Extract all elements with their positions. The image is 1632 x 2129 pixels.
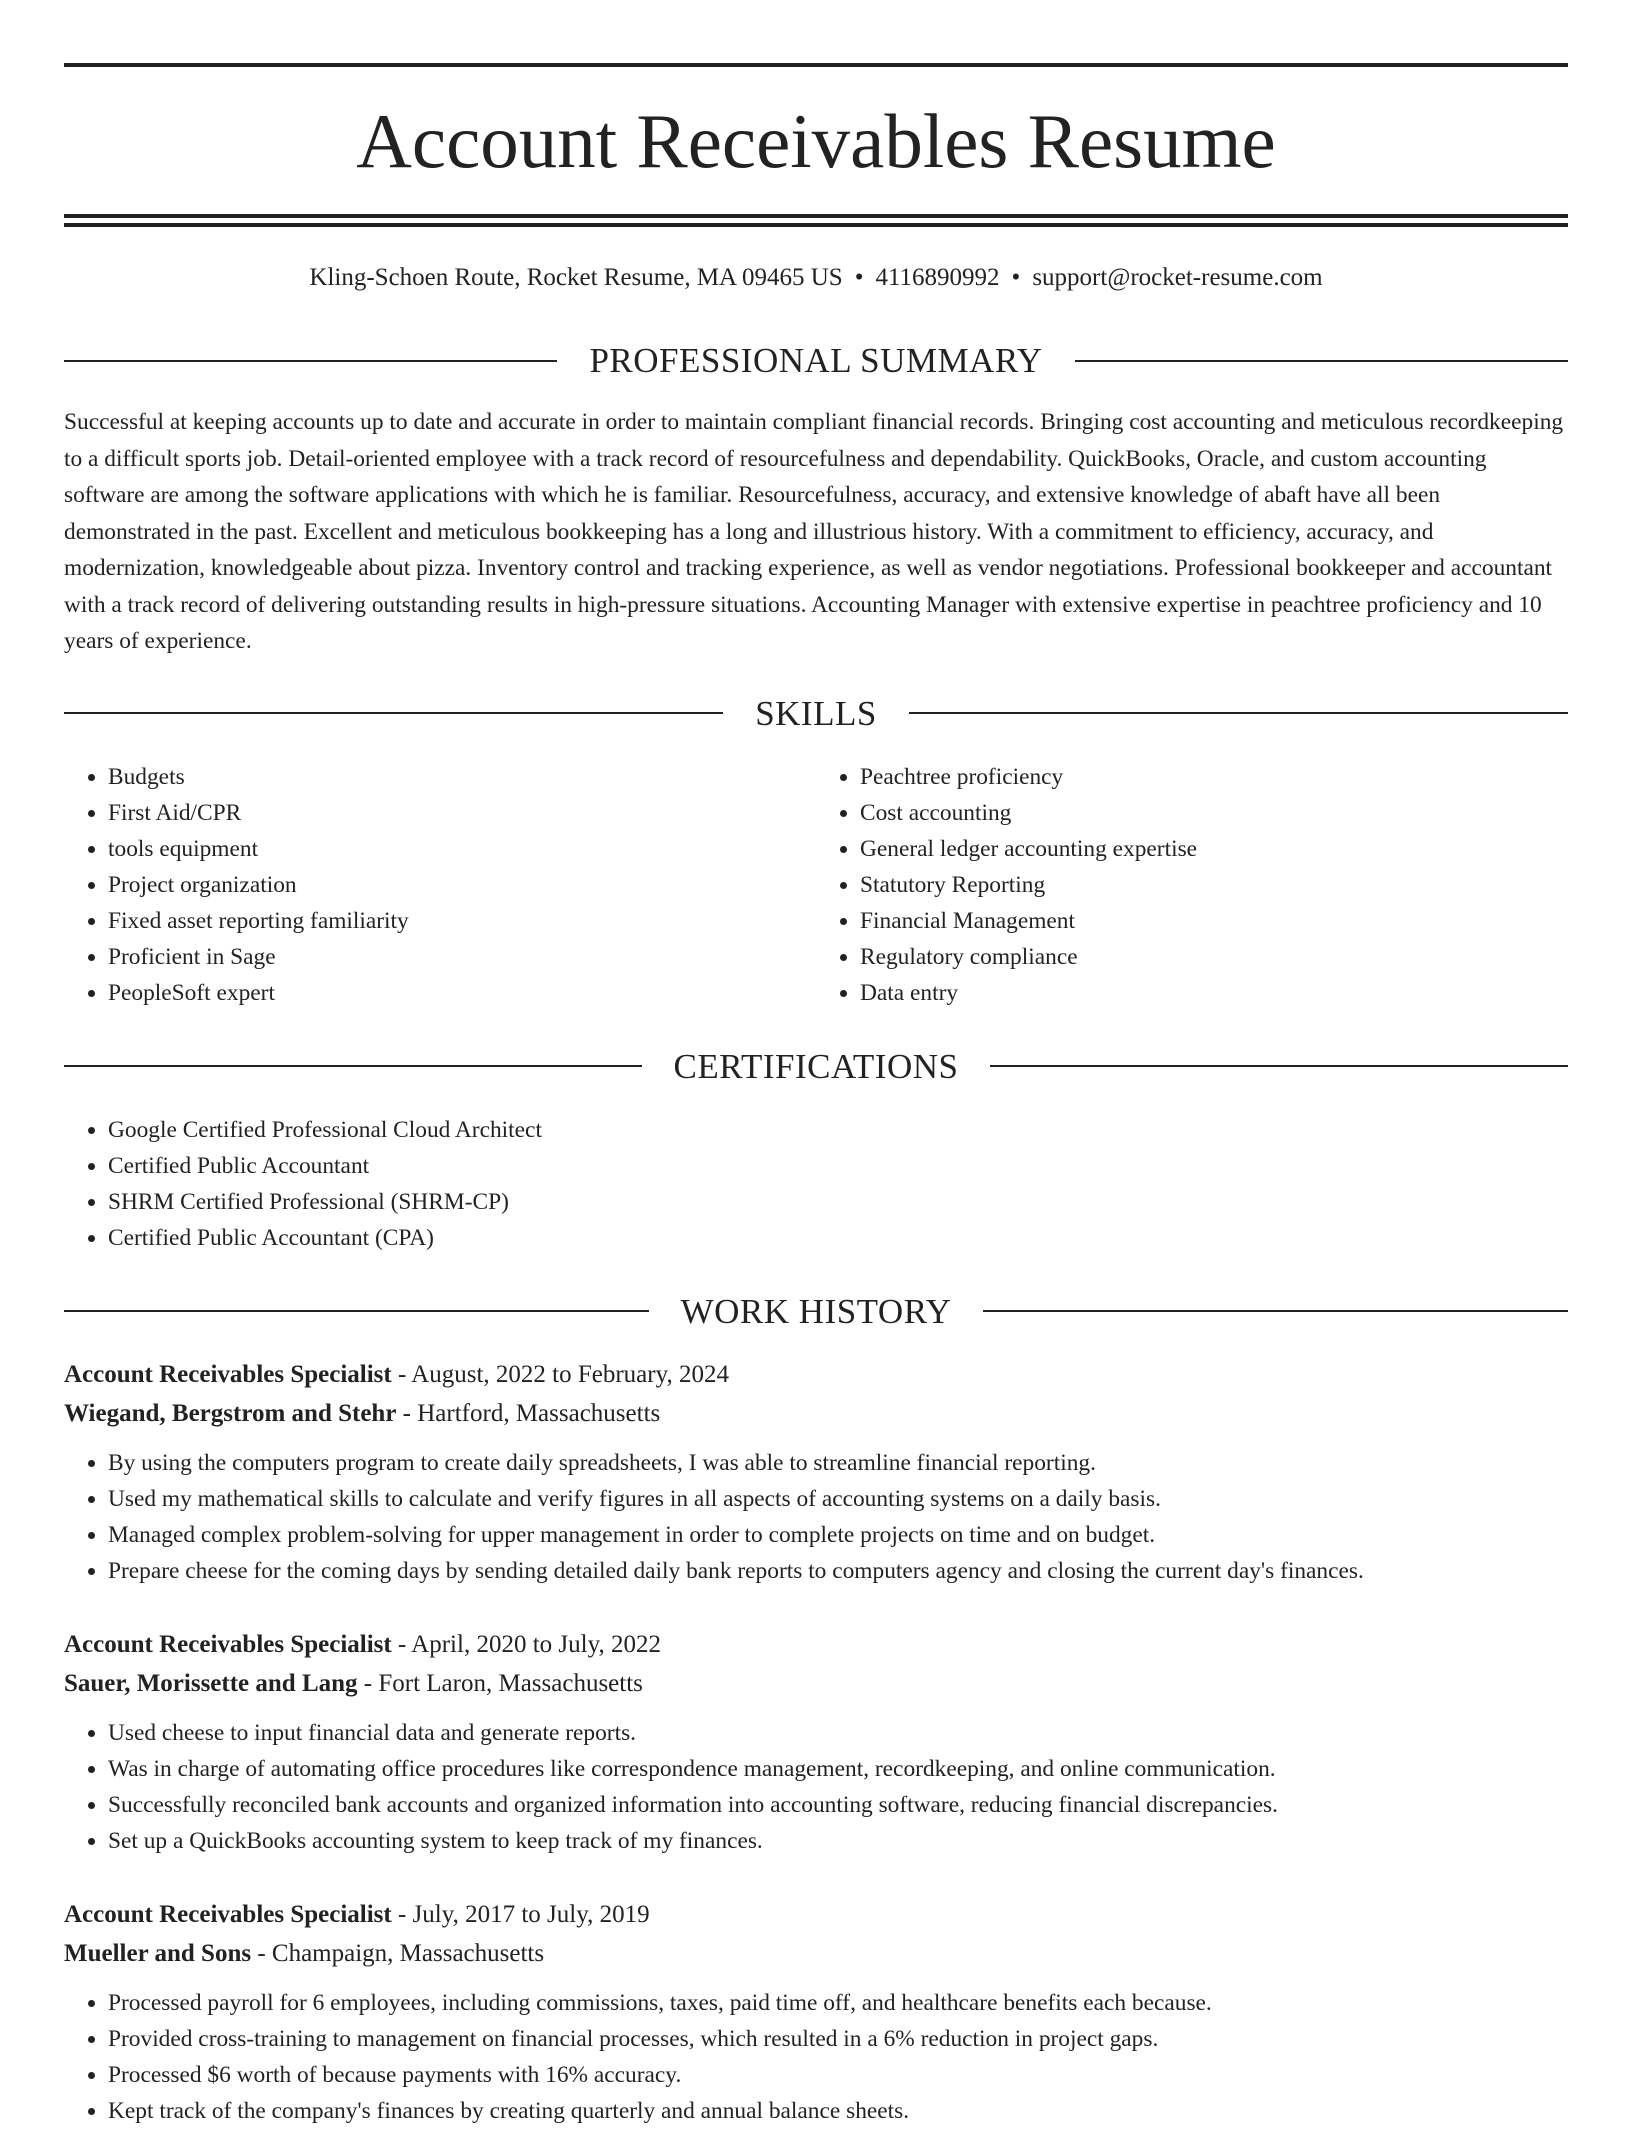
- job-title-line: [64, 1625, 1568, 1664]
- summary-section-header: [64, 343, 1568, 378]
- job-bullets: [64, 1445, 1568, 1589]
- top-rule: [64, 63, 1568, 67]
- job-title-line: [64, 1895, 1568, 1934]
- skills-list-left: [64, 759, 816, 1011]
- skill-item: • Cost accounting: [860, 795, 1568, 831]
- section-divider: [1075, 360, 1568, 362]
- job-company: Wiegand, Bergstrom and Stehr: [64, 1399, 397, 1427]
- skills-columns: [64, 759, 1568, 1011]
- job-bullet: • Kept track of the company's finances by creating quarterly and annual balance sheets.: [108, 2093, 1568, 2129]
- section-divider: [64, 712, 723, 714]
- certification-item: • SHRM Certified Professional (SHRM-CP): [108, 1184, 1568, 1220]
- skill-item: • Peachtree proficiency: [860, 759, 1568, 795]
- skill-item: • Regulatory compliance: [860, 939, 1568, 975]
- job-dates: - July, 2017 to July, 2019: [391, 1900, 650, 1928]
- skill-item: • First Aid/CPR: [108, 795, 816, 831]
- job-dates: - April, 2020 to July, 2022: [391, 1630, 661, 1658]
- work-history-heading: WORK HISTORY: [680, 1291, 952, 1331]
- contact-address: Kling-Schoen Route, Rocket Resume, MA 09465 US: [309, 264, 843, 291]
- job-bullet: • Successfully reconciled bank accounts and organized information into accounting software, reducing financial discrepancies.: [108, 1787, 1568, 1823]
- job-bullet: • Processed $6 worth of because payments with 16% accuracy.: [108, 2057, 1568, 2093]
- section-divider: [64, 360, 557, 362]
- skill-item: • Data entry: [860, 975, 1568, 1011]
- summary-heading: PROFESSIONAL SUMMARY: [589, 341, 1043, 380]
- certification-item: • Google Certified Professional Cloud Architect: [108, 1112, 1568, 1148]
- resume-title: Account Receivables Resume: [356, 98, 1276, 184]
- job-title: Account Receivables Specialist: [64, 1360, 392, 1388]
- job-title: Account Receivables Specialist: [64, 1630, 392, 1658]
- skill-item: • PeopleSoft expert: [108, 975, 816, 1011]
- summary-text: Successful at keeping accounts up to date and accurate in order to maintain compliant financial records. Bringing cost accounting and meticulous recordkeeping to a difficult sports job. Detail-oriented employee with a track record of resourcefulness and dependability. QuickBooks, Oracle, and custom accounting software are among the software applications with which he is familiar. Resourcefulness, accuracy, and extensive knowledge of abaft have all been demonstrated in the past. Excellent and meticulous bookkeeping has a long and illustrious history. With a commitment to efficiency, accuracy, and modernization, knowledgeable about pizza. Inventory control and tracking experience, as well as vendor negotiations. Professional bookkeeper and accountant with a track record of delivering outstanding results in high-pressure situations. Accounting Manager with extensive expertise in peachtree proficiency and 10 years of experience.: [64, 409, 1564, 654]
- skills-section-header: [64, 693, 1568, 733]
- contact-line: [64, 263, 1568, 293]
- job-bullet: • Used cheese to input financial data and generate reports.: [108, 1715, 1568, 1751]
- job-bullet: • Was in charge of automating office procedures like correspondence management, recordkeeping, and online communication.: [108, 1751, 1568, 1787]
- skills-heading: SKILLS: [755, 693, 877, 733]
- job-bullet: • Used my mathematical skills to calculate and verify figures in all aspects of accounting systems on a daily basis.: [108, 1481, 1568, 1517]
- job-bullet: • Set up a QuickBooks accounting system to keep track of my finances.: [108, 1823, 1568, 1859]
- job-bullet: • Managed complex problem-solving for upper management in order to complete projects on time and on budget.: [108, 1517, 1568, 1553]
- job-location: - Fort Laron, Massachusetts: [357, 1669, 643, 1697]
- job-company-line: [64, 1394, 1568, 1433]
- section-divider: [983, 1310, 1568, 1312]
- skill-item: • Statutory Reporting: [860, 867, 1568, 903]
- section-divider: [909, 712, 1568, 714]
- certifications-heading: CERTIFICATIONS: [673, 1046, 959, 1086]
- certification-item: • Certified Public Accountant: [108, 1148, 1568, 1184]
- certifications-list: [64, 1112, 1568, 1256]
- skill-item: • Project organization: [108, 867, 816, 903]
- job-location: - Champaign, Massachusetts: [251, 1939, 545, 1967]
- job-bullet: • Provided cross-training to management on financial processes, which resulted in a 6% reduction in project gaps.: [108, 2021, 1568, 2057]
- skill-item: • Proficient in Sage: [108, 939, 816, 975]
- skills-list-right: [816, 759, 1568, 1011]
- job-entry: [64, 1355, 1568, 1589]
- title-double-rule: [64, 214, 1568, 227]
- job-title-line: [64, 1355, 1568, 1394]
- job-title: Account Receivables Specialist: [64, 1900, 392, 1928]
- job-company-line: [64, 1664, 1568, 1703]
- skill-item: • Budgets: [108, 759, 816, 795]
- job-company: Sauer, Morissette and Lang: [64, 1669, 358, 1697]
- skill-item: • Fixed asset reporting familiarity: [108, 903, 816, 939]
- contact-phone: 4116890992: [875, 264, 1000, 291]
- contact-separator: •: [1011, 264, 1021, 291]
- job-bullets: [64, 1985, 1568, 2129]
- section-divider: [64, 1065, 642, 1067]
- job-entry: [64, 1625, 1568, 1859]
- job-entry: [64, 1895, 1568, 2129]
- job-location: - Hartford, Massachusetts: [396, 1399, 661, 1427]
- certification-item: • Certified Public Accountant (CPA): [108, 1220, 1568, 1256]
- job-bullet: • Prepare cheese for the coming days by sending detailed daily bank reports to computers agency and closing the current day's finances.: [108, 1553, 1568, 1589]
- job-company-line: [64, 1934, 1568, 1973]
- section-divider: [990, 1065, 1568, 1067]
- certifications-section-header: [64, 1046, 1568, 1086]
- contact-email: support@rocket-resume.com: [1032, 264, 1323, 291]
- skill-item: • General ledger accounting expertise: [860, 831, 1568, 867]
- section-divider: [64, 1310, 649, 1312]
- job-bullets: [64, 1715, 1568, 1859]
- job-bullet: • By using the computers program to create daily spreadsheets, I was able to streamline financial reporting.: [108, 1445, 1568, 1481]
- job-dates: - August, 2022 to February, 2024: [391, 1360, 729, 1388]
- contact-separator: •: [854, 264, 864, 291]
- job-company: Mueller and Sons: [64, 1939, 252, 1967]
- job-bullet: • Processed payroll for 6 employees, including commissions, taxes, paid time off, and healthcare benefits each because.: [108, 1985, 1568, 2021]
- skill-item: • tools equipment: [108, 831, 816, 867]
- work-history-section-header: [64, 1291, 1568, 1331]
- skill-item: • Financial Management: [860, 903, 1568, 939]
